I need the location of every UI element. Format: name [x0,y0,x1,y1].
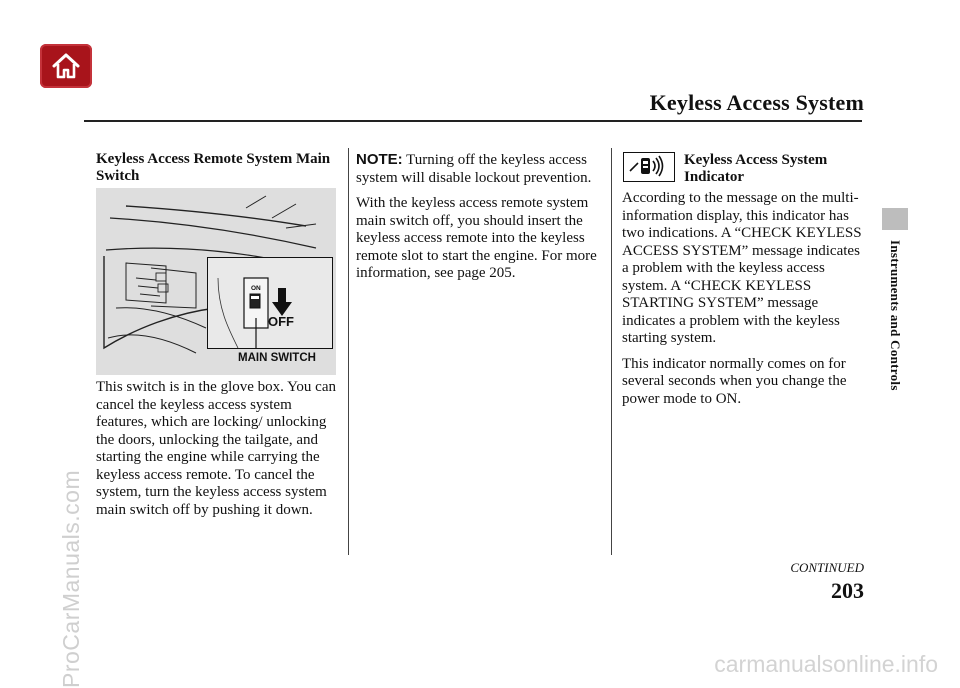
push-down-arrow-icon [272,288,292,316]
section-label-text: Instruments and Controls [888,240,903,391]
watermark-left: ProCarManuals.com [58,469,84,688]
main-switch-heading: Keyless Access Remote System Main Switch [96,151,331,184]
column-divider-2 [611,148,612,555]
column-indicator [622,190,864,416]
main-switch-callout [207,257,333,349]
page-number: 203 [831,578,864,603]
off-label: OFF [268,314,294,329]
indicator-heading: Keyless Access System Indicator [684,152,828,185]
note-label: NOTE: [356,151,403,168]
indicator-icon-box [623,152,675,182]
column-note [356,151,598,291]
on-label: ON [251,285,261,292]
main-switch-body [96,379,338,527]
home-button[interactable] [40,44,92,88]
note-body: With the keyless access remote system main switch off, you should insert the keyless access remote into the keyless remote slot to start the engine. For more information, see page 205. [356,195,597,281]
note-text: Turning off the keyless access system will disable lockout prevention. [356,152,592,186]
home-icon [50,51,82,81]
main-switch-paragraph: This switch is in the glove box. You can cancel the keyless access system features, which are locking/ unlocking the doors, unlocking the tailgate, and starting the engine while carrying the keyless access remote. To cancel the system, turn the keyless access system main switch off by pushing it down. [96,379,336,518]
watermark-bottom: carmanualsonline.info [714,651,938,677]
main-switch-detail [208,258,332,348]
keyless-access-indicator-icon [624,153,673,180]
column-divider-1 [348,148,349,555]
main-switch-label: MAIN SWITCH [238,352,316,364]
indicator-paragraph-1: According to the message on the multi-information display, this indicator has two indications. A “CHECK KEYLESS ACCESS SYSTEM” message indicates a problem with the keyless access system. A “CHECK KEYLESS STARTING SYSTEM” message indicates a problem with the keyless starting system. [622,190,862,346]
indicator-paragraph-2: This indicator normally comes on for several seconds when you change the power mode to ON. [622,355,847,407]
page-title: Keyless Access System [649,90,864,115]
column-main-switch [96,151,336,185]
continued-label: CONTINUED [790,560,864,575]
section-tab [882,208,908,230]
section-label [871,240,919,400]
header-divider [84,120,862,122]
